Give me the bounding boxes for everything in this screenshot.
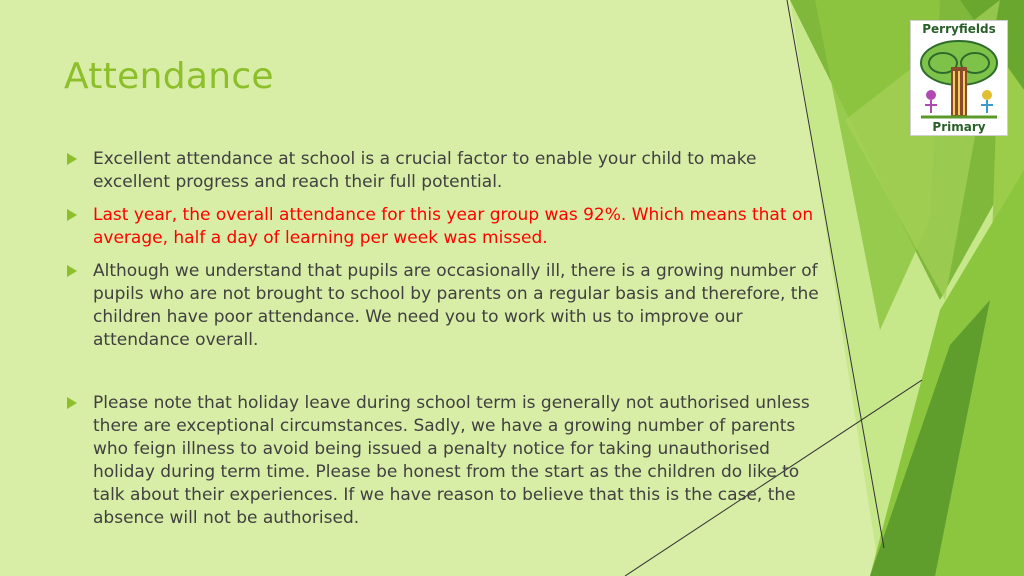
tree-logo-icon [917,37,1001,119]
bullet-list [64,148,824,540]
bullet-arrow-icon [67,209,77,221]
bullet-text: Please note that holiday leave during school term is generally not authorised unless there are exceptional circumstances. Sadly, we have a growing number of parents who feign illness to avoid being issued a penalty notice for taking unauthorised holiday during term time. Please be honest from the start as the children do like to talk about their experiences. If we have reason to believe that this is the case, the absence will not be authorised. [93,393,810,528]
logo-bottom-text: Primary [932,120,986,134]
bullet-item [64,260,824,352]
bullet-arrow-icon [67,265,77,277]
bullet-item [64,392,824,530]
slide-title: Attendance [64,56,274,97]
bullet-text: Excellent attendance at school is a crucial factor to enable your child to make excellent progress and reach their full potential. [93,149,757,192]
bullet-item [64,148,824,194]
bullet-arrow-icon [67,153,77,165]
logo-top-text: Perryfields [922,22,996,36]
bullet-text: Last year, the overall attendance for this year group was 92%. Which means that on average, half a day of learning per week was missed. [93,205,814,248]
bullet-text: Although we understand that pupils are occasionally ill, there is a growing number of pupils who are not brought to school by parents on a regular basis and therefore, the children have poor attendance. We need you to work with us to improve our attendance overall. [93,261,819,350]
bullet-arrow-icon [67,397,77,409]
school-logo [910,20,1008,136]
bullet-item-highlight [64,204,824,250]
